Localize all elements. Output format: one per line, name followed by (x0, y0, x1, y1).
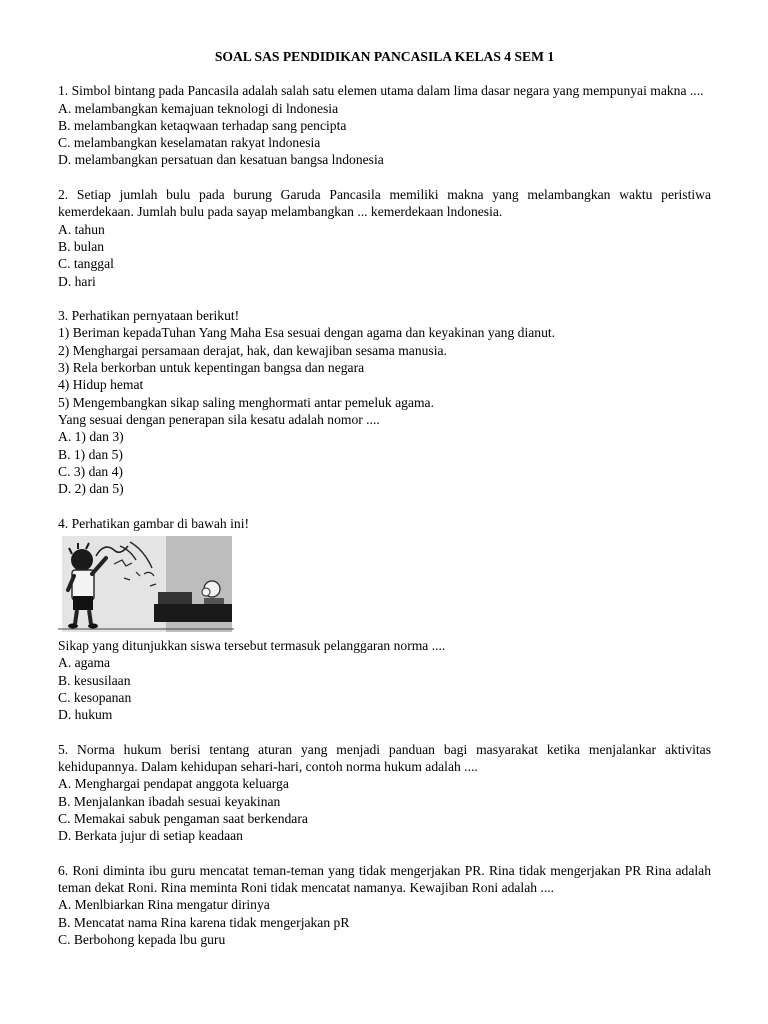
statement-item: 1) Beriman kepadaTuhan Yang Maha Esa sesuai dengan agama dan keyakinan yang dianut. (58, 325, 556, 341)
answer-option: B. kesusilaan (58, 672, 131, 688)
answer-option: B. 1) dan 5) (58, 446, 123, 462)
question-stem: 1. Simbol bintang pada Pancasila adalah salah satu elemen utama dalam lima dasar negara yang mempunyai makna .... (58, 83, 704, 99)
statement-item: 4) Hidup hemat (58, 377, 144, 393)
student-writing-on-wall-illustration (58, 534, 234, 634)
question-5 (58, 741, 711, 845)
question-6 (58, 862, 711, 948)
question-stem: 6. Roni diminta ibu guru mencatat teman-teman yang tidak mengerjakan PR. Rina tidak mengerjakan PR Rina adalah teman dekat Roni. Rina meminta Roni tidak mencatat namanya. Kewajiban Roni adalah .... (58, 862, 711, 896)
answer-option: C. melambangkan keselamatan rakyat lndonesia (58, 135, 321, 151)
answer-option: D. 2) dan 5) (58, 481, 124, 497)
answer-option: B. Mencatat nama Rina karena tidak mengerjakan pR (58, 914, 350, 930)
question-3 (58, 307, 711, 497)
answer-option: C. Memakai sabuk pengaman saat berkendara (58, 810, 308, 826)
answer-option: D. Berkata jujur di setiap keadaan (58, 828, 243, 844)
document-title: SOAL SAS PENDIDIKAN PANCASILA KELAS 4 SEM 1 (214, 49, 555, 64)
answer-option: C. 3) dan 4) (58, 463, 123, 479)
question-stem: 5. Norma hukum berisi tentang aturan yang menjadi panduan bagi masyarakat ketika menjalankar aktivitas kehidupannya. Dalam kehidupan sehari-hari, contoh norma hukum adalah .... (58, 741, 711, 775)
question-2 (58, 186, 711, 290)
answer-option: D. melambangkan persatuan dan kesatuan bangsa lndonesia (58, 152, 384, 168)
answer-option: A. Menghargai pendapat anggota keluarga (58, 776, 289, 792)
question-stem: 2. Setiap jumlah bulu pada burung Garuda Pancasila memiliki makna yang melambangkan waktu peristiwa kemerdekaan. Jumlah bulu pada sayap melambangkan ... kemerdekaan lndonesia. (58, 187, 711, 220)
statement-item: 2) Menghargai persamaan derajat, hak, dan kewajiban sesama manusia. (58, 342, 447, 358)
answer-option: C. tanggal (58, 256, 114, 272)
question-prompt: Sikap yang ditunjukkan siswa tersebut termasuk pelanggaran norma .... (58, 638, 446, 654)
document-page (58, 48, 711, 966)
question-prompt: Yang sesuai dengan penerapan sila kesatu adalah nomor .... (58, 411, 380, 427)
answer-option: A. tahun (58, 221, 105, 237)
answer-option: D. hukum (58, 707, 113, 723)
answer-option: A. 1) dan 3) (58, 429, 124, 445)
statement-item: 5) Mengembangkan sikap saling menghormati antar pemeluk agama. (58, 394, 434, 410)
answer-option: D. hari (58, 273, 96, 289)
answer-option: B. bulan (58, 238, 105, 254)
answer-option: A. Menlbiarkan Rina mengatur dirinya (58, 897, 270, 913)
statement-item: 3) Rela berkorban untuk kepentingan bangsa dan negara (58, 360, 365, 376)
question-stem: 3. Perhatikan pernyataan berikut! (58, 308, 240, 324)
answer-option: A. agama (58, 655, 111, 671)
answer-option: A. melambangkan kemajuan teknologi di lndonesia (58, 100, 339, 116)
answer-option: B. Menjalankan ibadah sesuai keyakinan (58, 793, 281, 809)
answer-option: C. Berbohong kepada lbu guru (58, 932, 226, 948)
answer-option: C. kesopanan (58, 689, 132, 705)
question-stem: 4. Perhatikan gambar di bawah ini! (58, 515, 250, 531)
question-4 (58, 515, 711, 724)
question-1 (58, 82, 711, 168)
answer-option: B. melambangkan ketaqwaan terhadap sang pencipta (58, 117, 347, 133)
